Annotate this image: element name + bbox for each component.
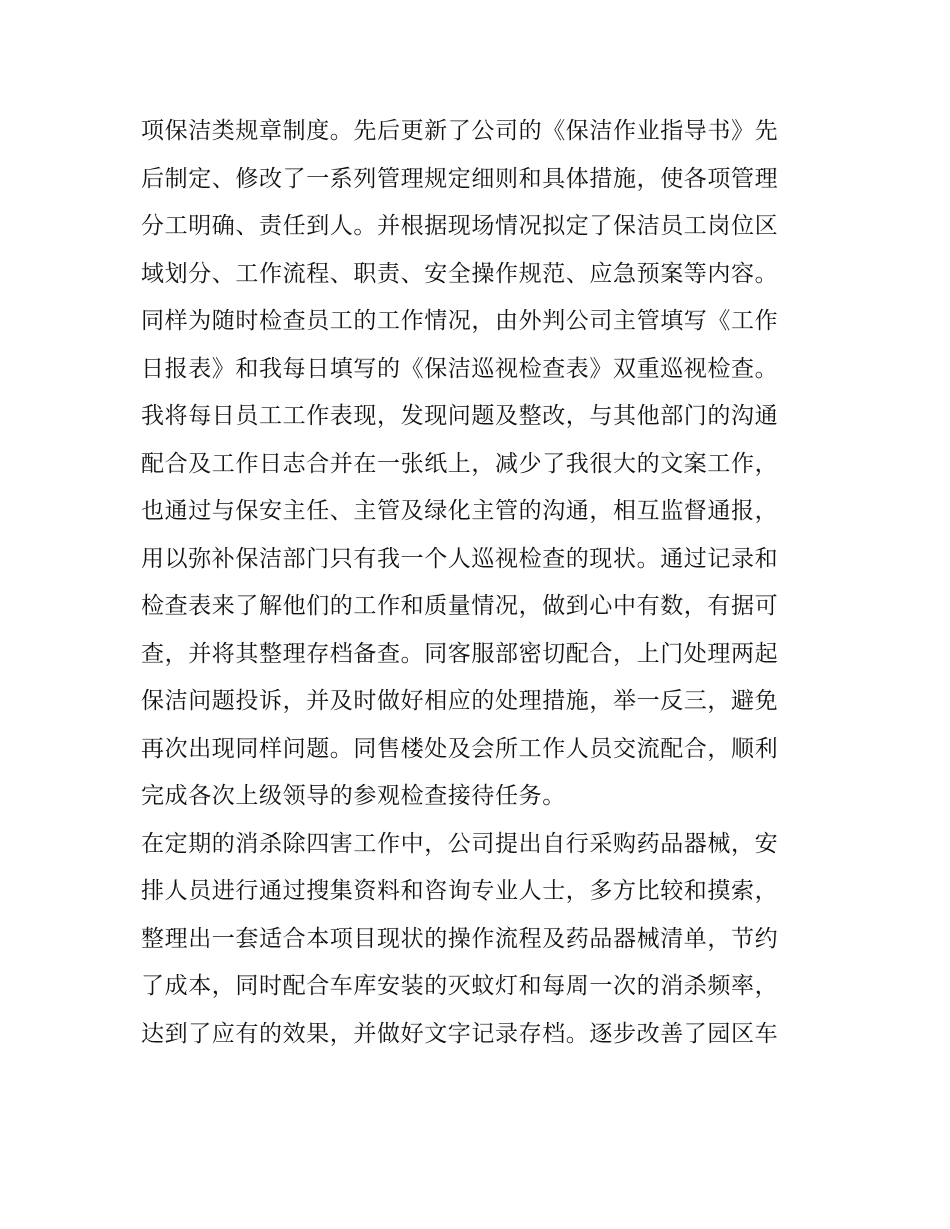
text-line-1: 项保洁类规章制度。先后更新了公司的《保洁作业指导书》先 — [141, 118, 779, 144]
text-line-19: 了成本，同时配合车库安装的灭蚊灯和每周一次的消杀频率， — [141, 973, 779, 999]
body-text — [141, 108, 821, 1058]
text-line-9: 也通过与保安主任、主管及绿化主管的沟通，相互监督通报， — [141, 498, 779, 524]
text-line-2: 后制定、修改了一系列管理规定细则和具体措施，使各项管理 — [141, 165, 779, 192]
text-line-4: 域划分、工作流程、职责、安全操作规范、应急预案等内容。 — [141, 260, 779, 287]
text-line-17: 排人员进行通过搜集资料和咨询专业人士，多方比较和摸索， — [141, 878, 779, 904]
text-line-11: 检查表来了解他们的工作和质量情况，做到心中有数，有据可 — [141, 593, 779, 619]
text-line-14: 再次出现同样问题。同售楼处及会所工作人员交流配合，顺利 — [141, 735, 779, 762]
text-line-6: 日报表》和我每日填写的《保洁巡视检查表》双重巡视检查。 — [141, 355, 779, 382]
text-line-12: 查，并将其整理存档备查。同客服部密切配合，上门处理两起 — [141, 640, 779, 667]
text-line-3: 分工明确、责任到人。并根据现场情况拟定了保洁员工岗位区 — [141, 213, 779, 239]
text-line-20: 达到了应有的效果，并做好文字记录存档。逐步改善了园区车 — [141, 1020, 779, 1047]
text-line-7: 我将每日员工工作表现，发现问题及整改，与其他部门的沟通 — [141, 403, 779, 429]
text-line-15: 完成各次上级领导的参观检查接待任务。 — [141, 783, 566, 809]
text-line-18: 整理出一套适合本项目现状的操作流程及药品器械清单，节约 — [141, 925, 779, 952]
text-line-13: 保洁问题投诉，并及时做好相应的处理措施，举一反三，避免 — [141, 688, 779, 714]
text-line-5: 同样为随时检查员工的工作情况，由外判公司主管填写《工作 — [141, 308, 779, 334]
text-line-10: 用以弥补保洁部门只有我一个人巡视检查的现状。通过记录和 — [141, 545, 779, 572]
text-line-8: 配合及工作日志合并在一张纸上，减少了我很大的文案工作， — [141, 450, 779, 477]
text-line-16: 在定期的消杀除四害工作中，公司提出自行采购药品器械，安 — [141, 830, 779, 857]
